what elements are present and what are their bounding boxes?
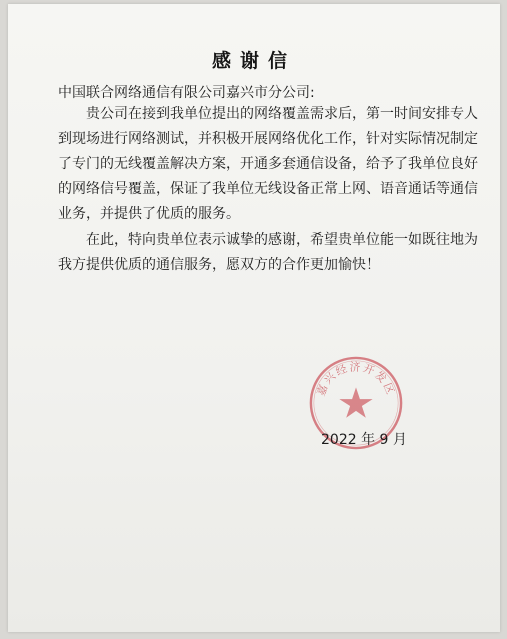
- letter-paragraph-2: 在此，特向贵单位表示诚挚的感谢，希望贵单位能一如既往地为我方提供优质的通信服务，愿双方的合作更加愉快！: [58, 232, 478, 273]
- letter-title: 感谢信: [211, 50, 296, 72]
- letter-salutation: 中国联合网络通信有限公司嘉兴市分公司:: [58, 85, 315, 101]
- letter-paragraph-1: 贵公司在接到我单位提出的网络覆盖需求后，第一时间安排专人到现场进行网络测试，并积极开展网络优化工作，针对实际情况制定了专门的无线覆盖解决方案，开通多套通信设备，给予了我单位良好的网络信号覆盖，保证了我单位无线设备正常上网、语音通话等通信业务，并提供了优质的服务。: [58, 106, 478, 222]
- letter-date: 2022 年 9 月: [321, 432, 407, 448]
- seal-text: 嘉兴经济开发区: [314, 360, 398, 398]
- letter-paper: [8, 4, 500, 632]
